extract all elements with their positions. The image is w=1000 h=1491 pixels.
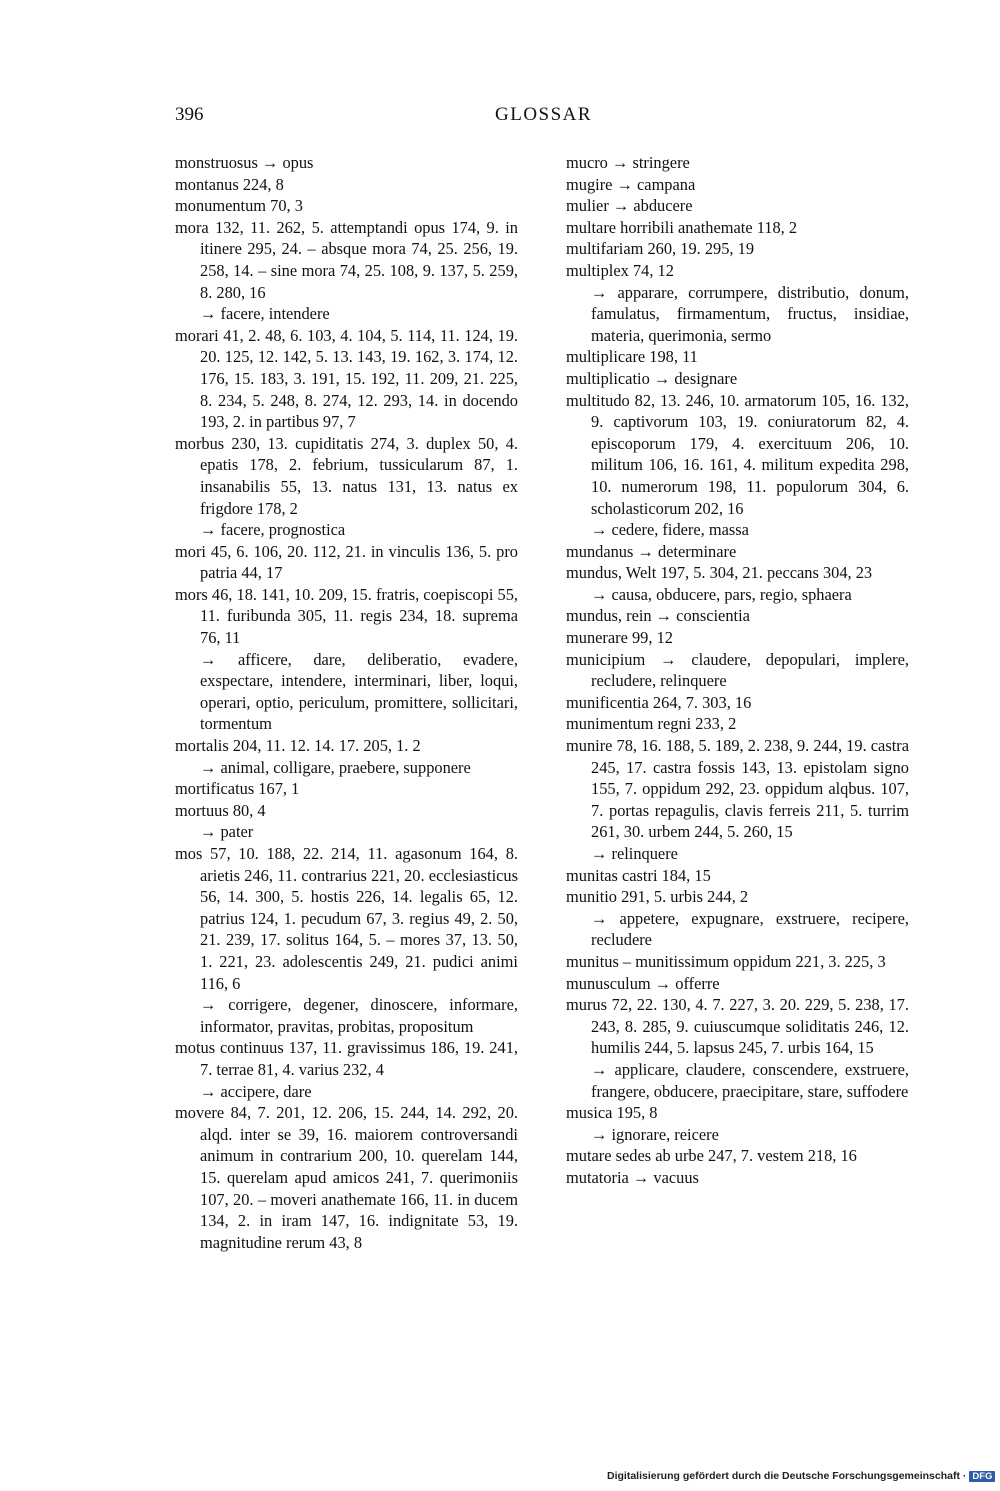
funding-note: Digitalisierung gefördert durch die Deutsche Forschungsgemeinschaft · — [607, 1470, 967, 1482]
glossary-entry: multiplex 74, 12 — [566, 260, 674, 280]
glossary-entry: mortalis 204, 11. 12. 14. 17. 205, 1. 2 — [175, 736, 421, 756]
glossary-entry: morari 41, 2. 48, 6. 103, 4. 104, 5. 114, 11. 124, 19. 20. 125, 12. 142, 5. 13. 143, 19. 162, 3. 174, 12. 176, 15. 183, 3. 191, 15. 192, 11. 209, 21. 225, 8. 234, 5. 248, 8. 274, 12. 293, 14. in docendo 193, 2. in partibus 97, 7 — [175, 325, 518, 432]
glossary-entry: monstruosus → opus — [175, 153, 314, 172]
cross-reference: → animal, colligare, praebere, supponere — [200, 757, 471, 777]
glossary-entry: mori 45, 6. 106, 20. 112, 21. in vinculis 136, 5. pro patria 44, 17 — [175, 541, 518, 583]
cross-reference: → applicare, claudere, conscendere, exstruere, frangere, obducere, praecipitare, stare, suffodere — [591, 1059, 909, 1101]
cross-reference: → pater — [200, 822, 254, 842]
glossary-entry: multiplicatio → designare — [566, 368, 738, 388]
glossary-entry: mundus, rein → conscientia — [566, 606, 750, 626]
glossary-entry: multitudo 82, 13. 246, 10. armatorum 105, 16. 132, 9. captivorum 103, 19. coniuratorum 82, 4. episcoporum 179, 4. exercituum 206, 10. militum 106, 16. 161, 4. militum expedita 298, 10. numerorum 198, 11. populorum 304, 6. scholasticorum 202, 16 — [566, 390, 909, 518]
cross-reference: → facere, prognostica — [200, 520, 346, 540]
cross-reference: → accipere, dare — [200, 1081, 312, 1101]
glossary-entry: movere 84, 7. 201, 12. 206, 15. 244, 14. 292, 20. alqd. inter se 39, 16. maiorem controversandi animum in contrarium 200, 10. querelam 144, 15. querelam apud amicos 241, 7. querimoniis 107, 20. – moveri anathemate 166, 11. in ducem 134, 2. in iram 147, 16. indignitate 53, 19. magnitudine rerum 43, 8 — [175, 1103, 518, 1252]
cross-reference: → cedere, fidere, massa — [591, 520, 749, 540]
glossary-entry: mortificatus 167, 1 — [175, 779, 300, 799]
glossary-entry: murus 72, 22. 130, 4. 7. 227, 3. 20. 229, 5. 238, 17. 243, 8. 285, 9. cuiuscumque soliditatis 246, 12. humilis 244, 5. lapsus 245, 7. urbis 164, 15 — [566, 995, 909, 1058]
cross-reference: → apparare, corrumpere, distributio, donum, famulatus, firmamentum, fructus, insidiae, materia, querimonia, sermo — [591, 282, 909, 345]
glossary-entry: mucro → stringere — [566, 153, 690, 172]
glossary-entry: munusculum → offerre — [566, 973, 720, 993]
glossary-entry: multare horribili anathemate 118, 2 — [566, 217, 798, 237]
glossary-entry: morbus 230, 13. cupiditatis 274, 3. duplex 50, 4. epatis 178, 2. febrium, tussicularum 87, 1. insanabilis 55, 13. natus 131, 13. natus ex frigdore 178, 2 — [175, 433, 518, 518]
cross-reference: → relinquere — [591, 844, 678, 863]
glossary-entry: multifariam 260, 19. 295, 19 — [566, 239, 755, 259]
cross-reference: → corrigere, degener, dinoscere, informare, informator, pravitas, probitas, propositum — [200, 995, 518, 1036]
glossary-entry: motus continuus 137, 11. gravissimus 186, 19. 241, 7. terrae 81, 4. varius 232, 4 — [175, 1038, 518, 1079]
glossary-entry: munificentia 264, 7. 303, 16 — [566, 692, 752, 712]
glossary-entry: munitus – munitissimum oppidum 221, 3. 225, 3 — [566, 951, 886, 971]
cross-reference: → appetere, expugnare, exstruere, recipere, recludere — [591, 908, 909, 950]
cross-reference: → ignorare, reicere — [591, 1124, 719, 1144]
dfg-logo: DFG — [969, 1471, 995, 1482]
cross-reference: → causa, obducere, pars, regio, sphaera — [591, 584, 852, 604]
running-title: GLOSSAR — [495, 104, 593, 125]
glossary-entry: munitas castri 184, 15 — [566, 865, 711, 885]
glossary-entry: mors 46, 18. 141, 10. 209, 15. fratris, coepiscopi 55, 11. furibunda 305, 11. regis 234, 18. suprema 76, 11 — [175, 584, 518, 648]
glossary-entry: mortuus 80, 4 — [175, 800, 266, 820]
glossary-entry: mundanus → determinare — [566, 541, 737, 561]
glossary-entry: munitio 291, 5. urbis 244, 2 — [566, 887, 749, 907]
glossary-entry: multiplicare 198, 11 — [566, 347, 698, 367]
glossary-entry: mos 57, 10. 188, 22. 214, 11. agasonum 164, 8. arietis 246, 11. contrarius 221, 20. ecclesiasticus 56, 14. 300, 5. hostis 226, 14. legalis 65, 12. patrius 124, 1. pecudum 67, 3. regius 49, 2. 50, 21. 239, 17. solitus 164, 5. – mores 37, 13. 50, 1. 221, 23. adolescentis 249, 21. pudici animi 116, 6 — [175, 844, 518, 993]
glossary-entry: municipium → claudere, depopulari, implere, recludere, relinquere — [566, 649, 909, 691]
glossary-entry: mulier → abducere — [566, 196, 693, 216]
glossary-entry: mutatoria → vacuus — [566, 1167, 699, 1187]
glossary-entry: montanus 224, 8 — [175, 174, 284, 194]
glossary-entry: mutare sedes ab urbe 247, 7. vestem 218, 16 — [566, 1146, 857, 1166]
cross-reference: → afficere, dare, deliberatio, evadere, exspectare, intendere, interminari, liber, loqui, operari, optio, periculum, promittere, sollicitari, tormentum — [200, 649, 518, 734]
glossary-entry: mora 132, 11. 262, 5. attemptandi opus 174, 9. in itinere 295, 24. – absque mora 74, 25. 256, 19. 258, 14. – sine mora 74, 25. 108, 9. 137, 5. 259, 8. 280, 16 — [175, 217, 518, 302]
glossary-entry: munimentum regni 233, 2 — [566, 714, 737, 734]
glossary-column-right — [566, 152, 909, 1189]
glossary-entry: munerare 99, 12 — [566, 628, 673, 648]
glossary-entry: mugire → campana — [566, 174, 696, 194]
glossary-entry: monumentum 70, 3 — [175, 196, 303, 216]
funding-footer — [607, 1470, 995, 1482]
page-number: 396 — [175, 104, 204, 125]
cross-reference: → facere, intendere — [200, 304, 330, 324]
glossary-entry: mundus, Welt 197, 5. 304, 21. peccans 304, 23 — [566, 563, 873, 583]
page-header — [175, 104, 910, 130]
glossary-entry: musica 195, 8 — [566, 1103, 658, 1123]
glossary-column-left — [175, 152, 518, 1253]
glossary-entry: munire 78, 16. 188, 5. 189, 2. 238, 9. 244, 19. castra 245, 17. castra fossis 143, 13. epistolam signo 155, 7. oppidum 292, 23. oppidum alqbus. 107, 7. portas repagulis, clavis ferreis 211, 5. turrim 261, 30. urbem 244, 5. 260, 15 — [566, 736, 909, 842]
